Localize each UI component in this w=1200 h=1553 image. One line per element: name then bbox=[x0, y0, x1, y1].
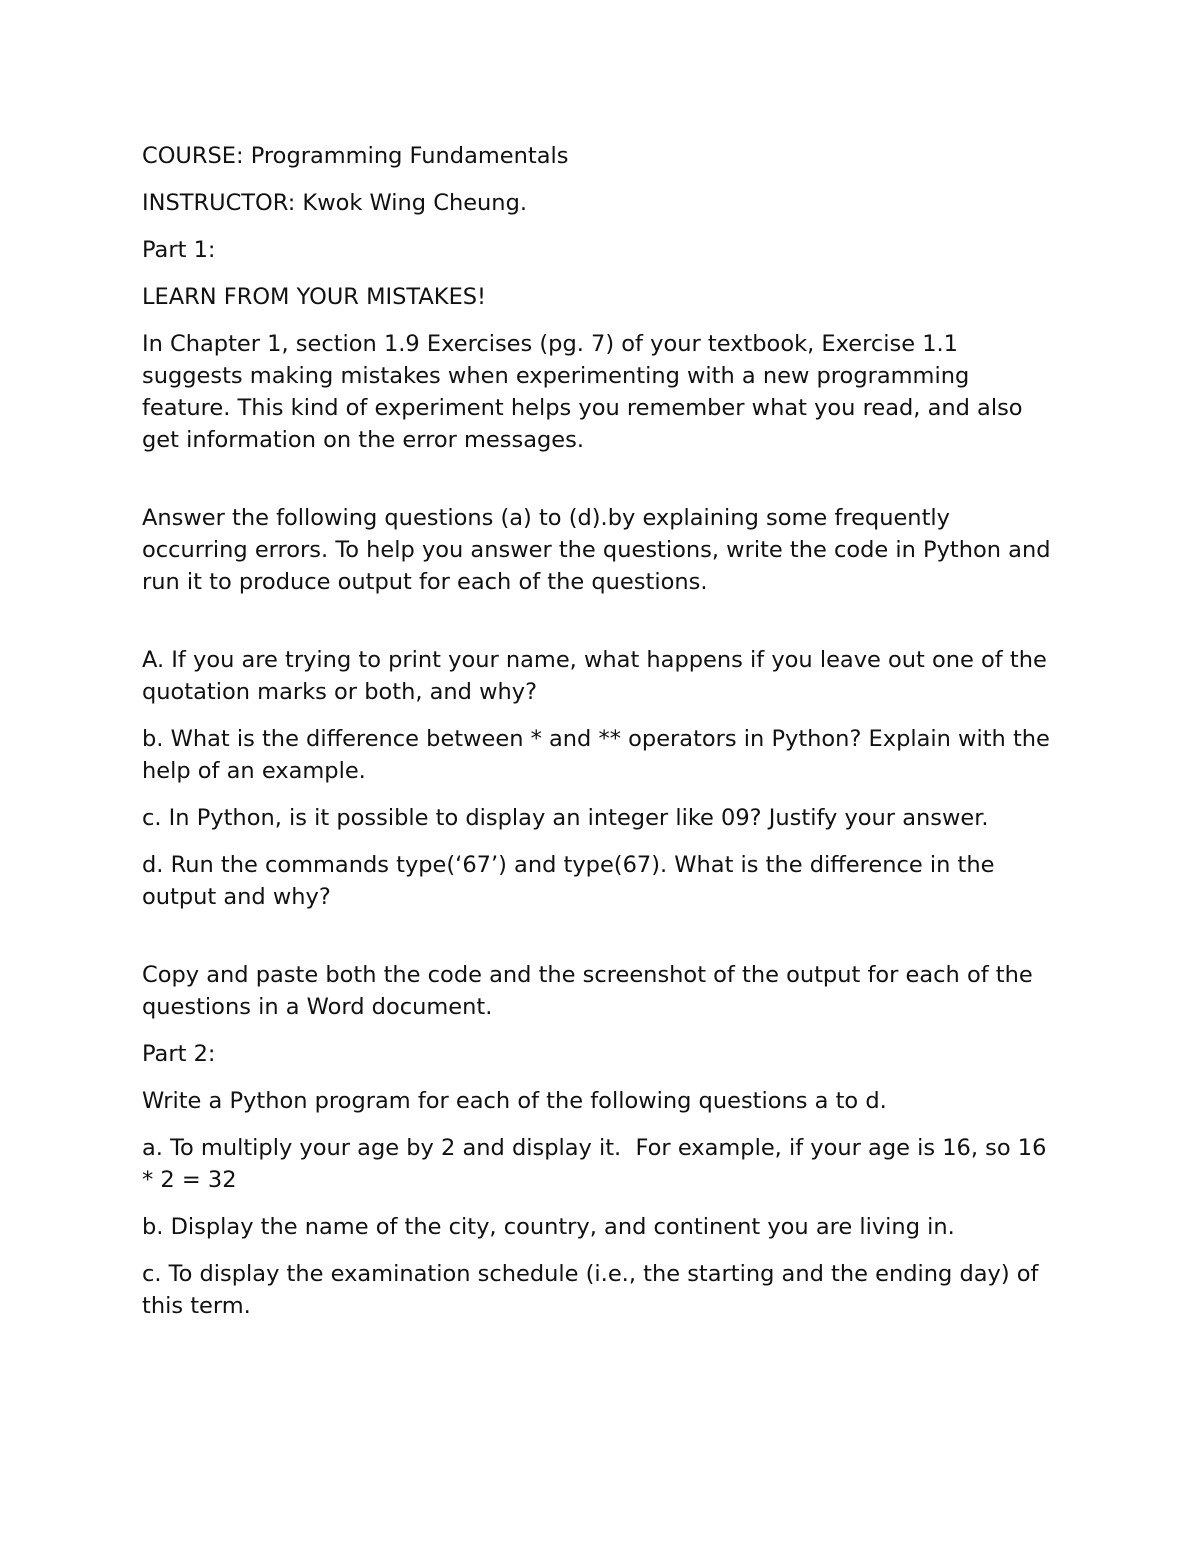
blank-line bbox=[142, 613, 1060, 644]
part1-question-c: c. In Python, is it possible to display an integer like 09? Justify your answer. bbox=[142, 805, 989, 831]
course-line: COURSE: Programming Fundamentals bbox=[142, 143, 569, 169]
blank-line bbox=[142, 471, 1060, 502]
blank-line bbox=[142, 928, 1060, 959]
part2-intro: Write a Python program for each of the following questions a to d. bbox=[142, 1088, 887, 1114]
part2-question-b: b. Display the name of the city, country, and continent you are living in. bbox=[142, 1214, 955, 1240]
part1-instructions: Answer the following questions (a) to (d).by explaining some frequently occurring errors. To help you answer the questions, write the code in Python and run it to produce output for each of the questions. bbox=[142, 505, 1058, 595]
part2-question-a: a. To multiply your age by 2 and display it. For example, if your age is 16, so 16 * 2 = 32 bbox=[142, 1135, 1054, 1193]
part1-intro: In Chapter 1, section 1.9 Exercises (pg. 7) of your textbook, Exercise 1.1 suggests making mistakes when experimenting with a new programming feature. This kind of experiment helps you remember what you read, and also get information on the error messages. bbox=[142, 331, 1030, 453]
part1-question-a: A. If you are trying to print your name, what happens if you leave out one of the quotation marks or both, and why? bbox=[142, 647, 1054, 705]
part1-question-b: b. What is the difference between * and ** operators in Python? Explain with the help of an example. bbox=[142, 726, 1058, 784]
part1-heading: Part 1: bbox=[142, 237, 216, 263]
part1-title: LEARN FROM YOUR MISTAKES! bbox=[142, 284, 487, 310]
part1-question-d: d. Run the commands type(‘67’) and type(67). What is the difference in the output and why? bbox=[142, 852, 1002, 910]
part2-heading: Part 2: bbox=[142, 1041, 216, 1067]
part1-submission: Copy and paste both the code and the screenshot of the output for each of the questions in a Word document. bbox=[142, 962, 1040, 1020]
part2-question-c: c. To display the examination schedule (i.e., the starting and the ending day) of this term. bbox=[142, 1261, 1046, 1319]
instructor-line: INSTRUCTOR: Kwok Wing Cheung. bbox=[142, 190, 528, 216]
